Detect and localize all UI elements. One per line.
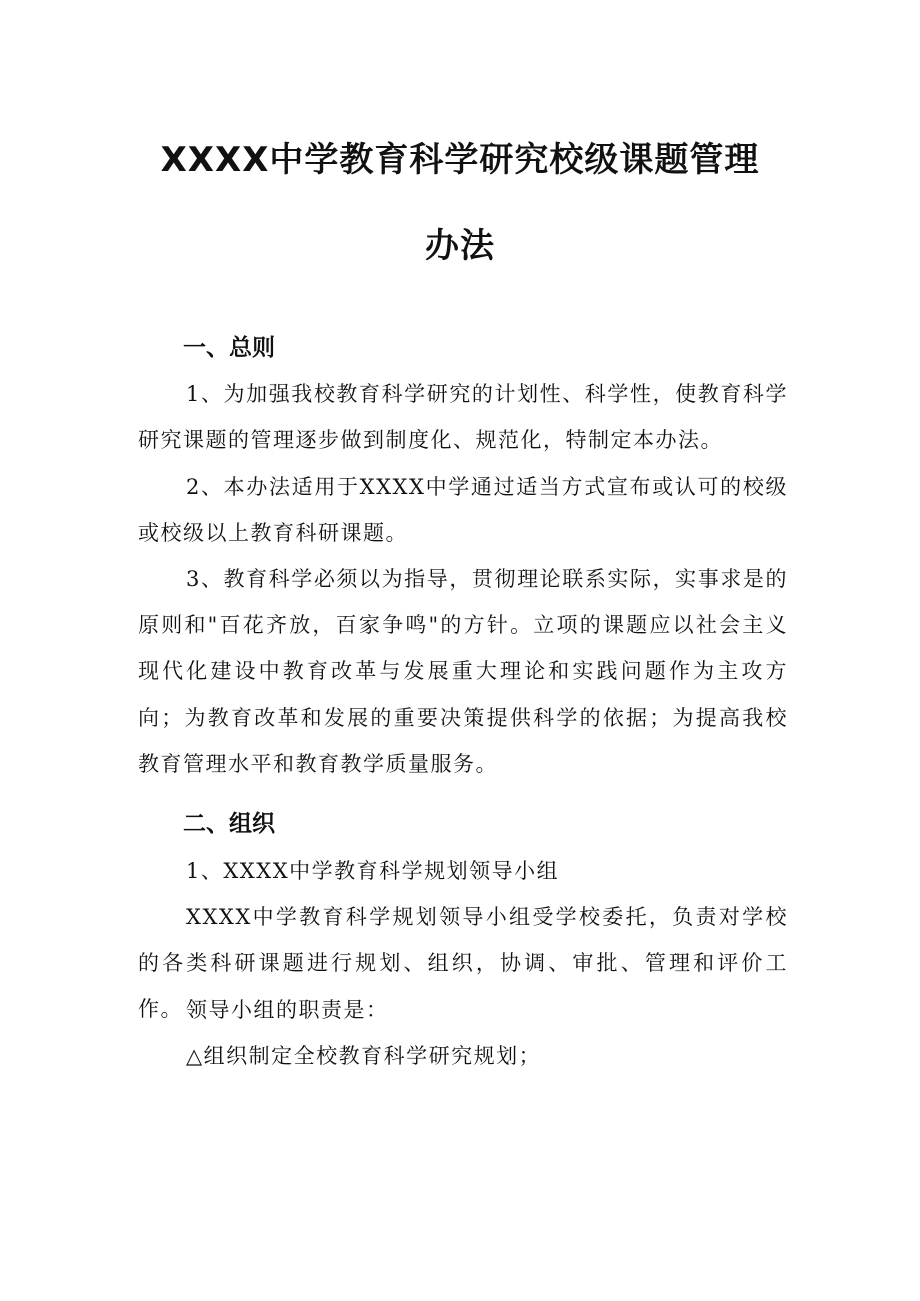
paragraph-general-3: 3、教育科学必须以为指导，贯彻理论联系实际，实事求是的原则和"百花齐放，百家争鸣"的方针。立项的课题应以社会主义现代化建设中教育改革与发展重大理论和实践问题作为主攻方向；为教育改革和发展的重要决策提供科学的依据；为提高我校教育管理水平和教育教学质量服务。 xyxy=(138,567,788,776)
section-heading-organization: 二、组织 xyxy=(183,811,275,837)
paragraph-organization-1: 1、XXXX中学教育科学规划领导小组 xyxy=(186,859,560,883)
paragraph-organization-4: △组织制定全校教育科学研究规划； xyxy=(186,1044,542,1068)
document-title-line-2: 办法 xyxy=(425,226,495,266)
paragraph-organization-2: XXXX中学教育科学规划领导小组受学校委托，负责对学校的各类科研课题进行规划、组织，协调、审批、管理和评价工作。 xyxy=(138,905,788,1022)
paragraph-organization-3: 领导小组的职责是： xyxy=(186,998,389,1022)
document-title-line-1: XXXX中学教育科学研究校级课题管理 xyxy=(160,140,760,180)
paragraph-general-2: 2、本办法适用于XXXX中学通过适当方式宣布或认可的校级或校级以上教育科研课题。 xyxy=(138,475,788,546)
paragraph-general-1: 1、为加强我校教育科学研究的计划性、科学性，使教育科学研究课题的管理逐步做到制度化、规范化，特制定本办法。 xyxy=(138,382,788,453)
section-heading-general: 一、总则 xyxy=(183,335,275,361)
